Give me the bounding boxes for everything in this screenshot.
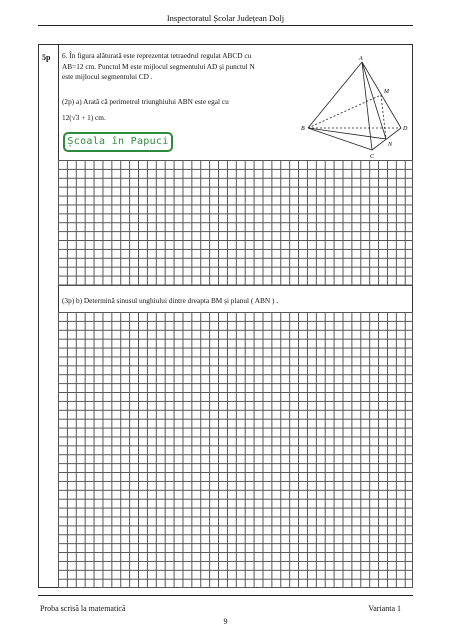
statement-line-2: AB=12 cm. Punctul M este mijlocul segmentului AD și punctul N bbox=[62, 61, 255, 71]
problem-statement bbox=[62, 51, 302, 83]
header-divider bbox=[38, 25, 413, 26]
statement-line-3: este mijlocul segmentului CD . bbox=[62, 72, 153, 81]
vertex-label-b: B bbox=[301, 126, 305, 132]
vertex-label-a: A bbox=[359, 56, 363, 62]
footer-divider bbox=[38, 595, 413, 596]
statement-line-1: 6. În figura alăturată este reprezentat tetraedrul regulat ABCD cu bbox=[62, 51, 252, 60]
part-a-line-1: (2p) a) Arată că perimetrul triunghiului ABN este egal cu bbox=[62, 97, 229, 106]
points-label: 5p bbox=[42, 53, 51, 62]
page-header: Inspectoratul Școlar Județean Dolj bbox=[166, 13, 285, 23]
answer-grid-b[interactable] bbox=[58, 312, 413, 588]
point-label-m: M bbox=[384, 89, 389, 95]
page-number: 9 bbox=[223, 617, 228, 626]
part-b: (3p) b) Determină sinusul unghiului dintre dreapta BM și planul ( ABN ) . bbox=[62, 296, 279, 305]
footer-exam-name: Proba scrisă la matematică bbox=[40, 604, 126, 613]
vertex-label-d: D bbox=[403, 126, 408, 132]
footer-variant: Varianta 1 bbox=[368, 604, 401, 613]
answer-grid-a[interactable] bbox=[58, 160, 413, 286]
part-a-line-2: 12(√3 + 1) cm. bbox=[62, 112, 106, 122]
part-a bbox=[62, 97, 302, 123]
watermark-logo: Școala în Papuci bbox=[63, 132, 173, 152]
vertex-label-c: C bbox=[370, 154, 375, 160]
tetrahedron-figure bbox=[300, 50, 412, 160]
point-label-n: N bbox=[388, 142, 393, 148]
